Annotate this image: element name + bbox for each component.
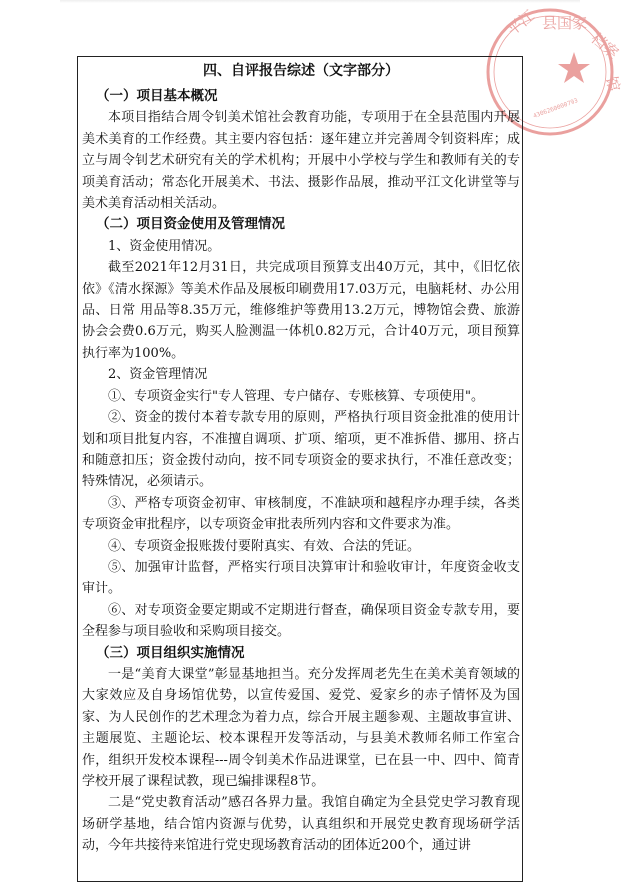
management-item: ①、专项资金实行"专人管理、专户储存、专账核算、专项使用"。 — [108, 388, 484, 404]
management-item: ②、资金的拨付本着专款专用的原则，严格执行项目资金批准的使用计划和项目批复内容，不准擅自调项、扩项、缩项，更不准拆借、挪用、挤占和随意扣压；资金拨付动向，按不同专项资金的要求执行，不准任意改变；特殊情况，必须请示。 — [82, 410, 520, 490]
report-content — [82, 58, 520, 857]
management-item: ③、严格专项资金初审、审核制度，不准缺项和越程序办理手续，各类专项资金审批程序，以专项资金审批表所列内容和文件要求为准。 — [82, 495, 520, 533]
section-title: 四、自评报告综述（文字部分） — [203, 63, 399, 79]
management-item: ④、专项资金报账拨付要附真实、有效、合法的凭证。 — [108, 538, 421, 554]
fund-usage-subheading: 1、资金使用情况。 — [108, 238, 221, 254]
fund-usage-text: 截至2021年12月31日，共完成项目预算支出40万元，其中，《旧忆依依》《清水探源》等美术作品及展板印刷费用17.03万元，电脑耗材、办公用品、日常 用品等8.35万元，维修维护等费用13.2万元，博物馆会费、旅游协会会费0.6万元，购买人脸测温一体机0.82万元，合计40万元，项目预算执行率为100%。 — [82, 260, 520, 361]
project-overview-text: 本项目指结合周令钊美术馆社会教育功能，专项用于在全县范围内开展美术美育的工作经费。其主要内容包括：逐年建立并完善周令钊资料库；成立与周令钊艺术研究有关的学术机构；开展中小学校与学生和教师有关的专项美育活动；常态化开展美术、书法、摄影作品展，推动平江文化讲堂等与美术美育活动相关活动。 — [82, 110, 520, 212]
svg-text:县国家: 县国家 — [542, 14, 588, 32]
implementation-text: 二是“党史教育活动”感召各界力量。我馆自确定为全县党史学习教育现场研学基地，结合馆内资源与优势，认真组织和开展党史教育现场研学活动，今年共接待来馆进行党史现场教育活动的团体近200个，通过讲 — [82, 795, 520, 854]
heading-implementation: （三）项目组织实施情况 — [96, 644, 245, 661]
fund-management-subheading: 2、资金管理情况 — [108, 367, 208, 383]
svg-text:4306260000793: 4306260000793 — [532, 97, 579, 120]
svg-text:平江: 平江 — [503, 6, 539, 40]
heading-project-overview: （一）项目基本概况 — [96, 88, 218, 104]
svg-text:馆: 馆 — [602, 74, 623, 94]
implementation-text: 一是“美育大课堂”彰显基地担当。充分发挥周老先生在美术美育领域的大家效应及自身场馆优势，以宣传爱国、爱党、爱家乡的赤子情怀及为国家、为人民创作的艺术理念为着力点，综合开展主题参观、主题故事宣讲、主题展览、主题论坛、校本课程开发等活动，与县美术教师名师工作室合作，组织开发校本课程---周令钊美术作品进课堂，已在县一中、四中、简青学校开展了课程试教，现已编排课程8节。 — [82, 666, 520, 789]
management-item: ⑤、加强审计监督，严格实行项目决算审计和验收审计，年度资金收支审计。 — [82, 559, 520, 597]
management-item: ⑥、对专项资金要定期或不定期进行督查，确保项目资金专款专用，要全程参与项目验收和采购项目接交。 — [82, 602, 520, 640]
svg-text:档案: 档案 — [587, 29, 622, 63]
heading-fund-management: （二）项目资金使用及管理情况 — [96, 216, 285, 233]
